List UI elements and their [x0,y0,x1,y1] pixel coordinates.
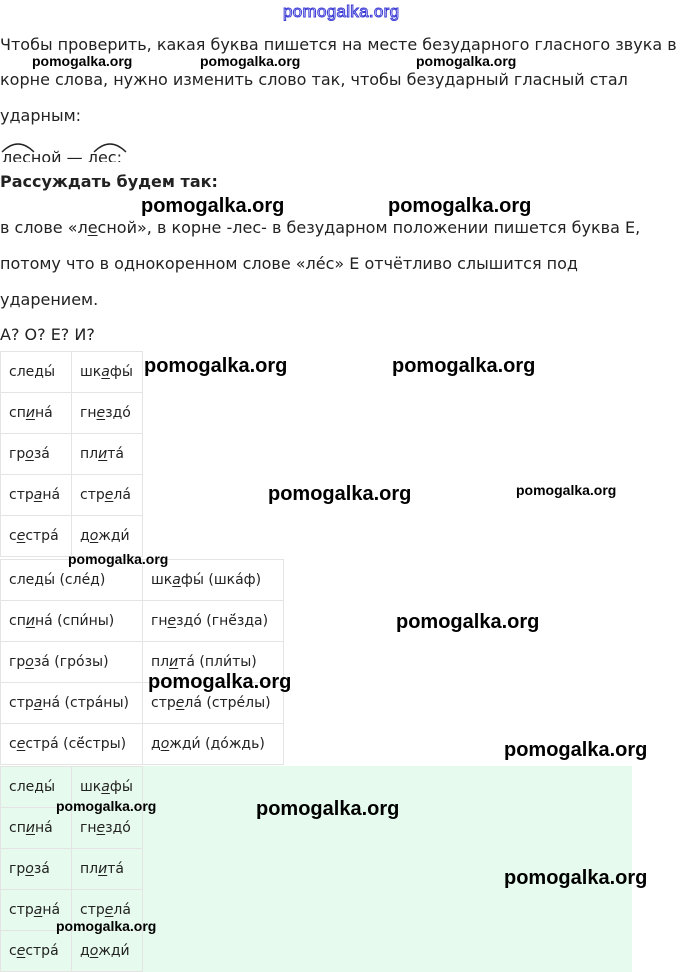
checked-vowel: е [104,487,114,503]
word-part: ла́ [113,487,131,503]
word-part: на́ [42,487,61,503]
word-part: та́ [107,446,124,462]
word-cell [1,475,72,516]
table-row [1,393,143,434]
checked-vowel: и [25,405,35,421]
checked-vowel: о [89,528,99,544]
reasoning-line-3: ударением. [0,290,99,309]
checked-vowel: и [98,861,108,877]
check-word: (сё́стры) [58,736,127,752]
word-part: та́ [107,861,124,877]
word-part: на́ [42,695,61,711]
word-cell [72,931,143,972]
checked-vowel: а [33,695,43,711]
word-cell [1,434,72,475]
word-part: на́ [34,820,53,836]
checked-vowel: е [104,902,114,918]
word-cell [72,434,143,475]
word-part: гр [9,446,26,462]
word-part: здо́ [105,405,131,421]
watermark: pomogalka.org [516,482,617,498]
word-part: гн [151,613,168,629]
word-cell [1,352,72,393]
word-part: жди́ [98,528,130,544]
word-part: на́ [34,613,53,629]
word-part: за́ [33,861,50,877]
word-part: за́ [33,446,50,462]
words-table [0,351,143,557]
watermark: pomogalka.org [141,195,285,217]
word-cell [1,931,72,972]
word-cell [72,393,143,434]
table-row [1,724,284,765]
word-part: фы́ [109,779,133,795]
word-part: шк [151,572,173,588]
word-cell [72,475,143,516]
table-row [1,601,284,642]
word-part: стр [9,695,34,711]
word-cell [72,352,143,393]
checked-vowel: и [169,654,179,670]
checked-vowel: и [25,613,35,629]
word-part: д [151,736,161,752]
check-word: (гро́зы) [49,654,109,670]
scheme-word-2: лес: [87,148,122,162]
table-row [1,434,143,475]
word-cell [1,683,143,724]
word-cell [72,849,143,890]
word-part: здо́ [176,613,202,629]
checked-vowel: о [25,861,34,877]
check-word: (шка́ф) [203,572,262,588]
word-part: ла́ [184,695,202,711]
word-part: фы́ [109,364,133,380]
intro-line-2: корне слова, нужно изменить слово так, чтобы безударный гласный стал [0,70,628,89]
word-part: сп [9,405,26,421]
checked-vowel: о [89,943,99,959]
checked-vowel: а [33,487,43,503]
scheme-word-1-root: лес [2,148,31,162]
checked-vowel: о [25,446,34,462]
watermark: pomogalka.org [68,551,169,567]
watermark: pomogalka.org [32,53,133,69]
words-answer-table [0,766,143,972]
word-cell [1,642,143,683]
checked-vowel: и [25,820,35,836]
unstressed-vowel: е [87,218,98,237]
watermark: pomogalka.org [268,483,412,505]
word-cell [1,516,72,557]
check-word: (стре́лы) [201,695,271,711]
check-word: (до́ждь) [200,736,265,752]
word-part: след [9,364,44,380]
watermark: pomogalka.org [392,355,536,377]
word-part: стр [80,487,105,503]
word-part: гр [9,654,26,670]
checked-vowel: о [25,654,34,670]
word-cell [143,724,284,765]
checked-vowel: е [96,405,106,421]
checked-vowel: ы́ [43,364,56,380]
word-part: та́ [178,654,195,670]
intro-line-3: ударным: [0,106,82,125]
reasoning-heading: Рассуждать будем так: [0,172,218,191]
word-part: жди́ [98,943,130,959]
word-part: шк [80,364,102,380]
table-row [1,352,143,393]
checked-vowel: а [172,572,181,588]
word-part: гн [80,405,97,421]
checked-vowel: ы́ [43,779,56,795]
checked-vowel: а [101,779,110,795]
word-part: пл [80,861,99,877]
vowel-question: А? О? Е? И? [0,325,95,344]
word-cell [1,393,72,434]
watermark: pomogalka.org [200,53,301,69]
check-word: (гнё́зда) [201,613,269,629]
check-word: (пли́ты) [194,654,257,670]
word-part: сп [9,820,26,836]
checked-vowel: о [160,736,170,752]
word-part: за́ [33,654,50,670]
table-row [1,849,143,890]
word-part: гн [80,820,97,836]
watermark: pomogalka.org [144,355,288,377]
word-cell [143,601,284,642]
watermark: pomogalka.org [256,798,400,820]
word-part: с [9,943,17,959]
reasoning-line-1: в слове «лесной», в корне -лес- в безударном положении пишется буква Е, [0,218,641,237]
word-part: сп [9,613,26,629]
checked-vowel: и [98,446,108,462]
word-part: с [9,736,17,752]
checked-vowel: е [16,736,26,752]
word-part: на́ [42,902,61,918]
site-title: pomogalka.org [283,2,400,21]
word-part: след [9,572,44,588]
word-part: пл [80,446,99,462]
checked-vowel: е [175,695,185,711]
word-part: с [9,528,17,544]
stress-scheme [0,138,140,162]
word-part: д [80,528,90,544]
word-cell [1,601,143,642]
checked-vowel: ы́ [43,572,56,588]
word-part: ла́ [113,902,131,918]
watermark: pomogalka.org [148,671,292,693]
scheme-dash: — [66,148,83,162]
word-part: стра́ [25,943,59,959]
word-part: жди́ [169,736,201,752]
words-check-table [0,559,284,765]
check-word: (сле́д) [55,572,106,588]
checked-vowel: е [96,820,106,836]
watermark: pomogalka.org [388,195,532,217]
intro-line-1: Чтобы проверить, какая буква пишется на месте безударного гласного звука в [0,35,677,54]
word-part: фы́ [180,572,204,588]
checked-vowel: а [33,902,43,918]
word-cell [1,724,143,765]
watermark: pomogalka.org [396,611,540,633]
word-part: стр [9,902,34,918]
word-part: стра́ [25,528,59,544]
watermark: pomogalka.org [56,798,157,814]
checked-vowel: е [16,943,26,959]
word-part: стр [9,487,34,503]
checked-vowel: а [101,364,110,380]
word-part: стр [151,695,176,711]
word-part: д [80,943,90,959]
check-word: (стра́ны) [60,695,129,711]
word-part: стра́ [25,736,59,752]
check-word: (спи́ны) [52,613,115,629]
reasoning-line-2: потому что в однокоренном слове «ле́с» Е отчётливо слышится под [0,254,578,273]
table-row [1,931,143,972]
word-cell [1,849,72,890]
word-part: шк [80,779,102,795]
checked-vowel: е [167,613,177,629]
scheme-word-1-ending: ной [30,148,62,162]
word-part: гр [9,861,26,877]
table-row [1,475,143,516]
word-part: стр [80,902,105,918]
watermark: pomogalka.org [56,918,157,934]
watermark: pomogalka.org [504,867,648,889]
word-part: на́ [34,405,53,421]
word-part: след [9,779,44,795]
watermark: pomogalka.org [416,53,517,69]
word-part: пл [151,654,170,670]
watermark: pomogalka.org [504,739,648,761]
checked-vowel: е [16,528,26,544]
word-part: здо́ [105,820,131,836]
